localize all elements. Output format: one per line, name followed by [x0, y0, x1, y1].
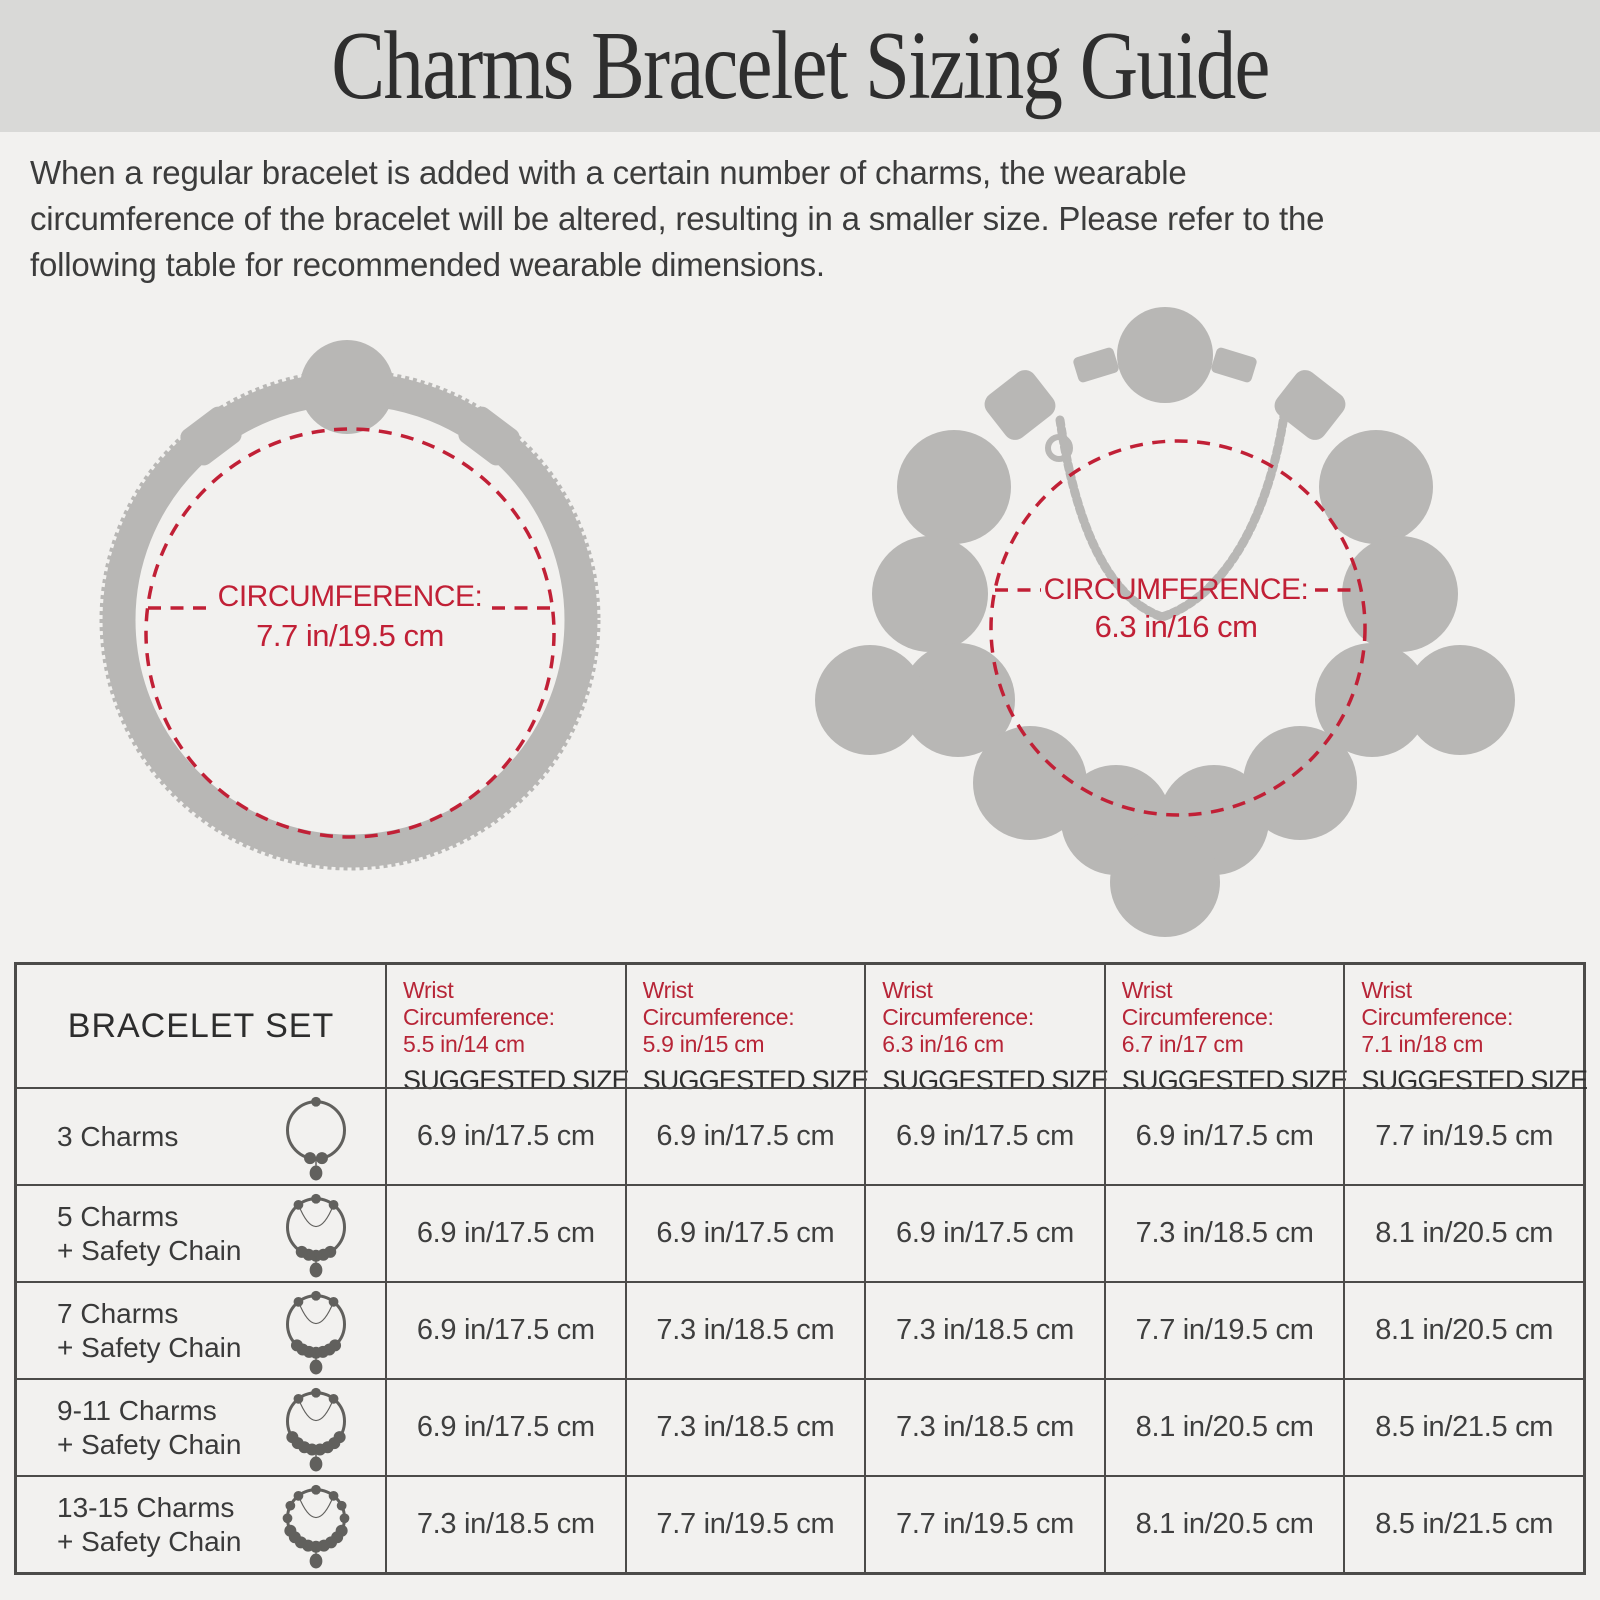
size-cell: 7.3 in/18.5 cm: [864, 1281, 1104, 1378]
bracelet-13-15-charms-safety-chain-icon: [277, 1479, 355, 1571]
size-cell: 7.3 in/18.5 cm: [864, 1378, 1104, 1475]
size-cell: 8.1 in/20.5 cm: [1104, 1378, 1344, 1475]
size-cell: 7.3 in/18.5 cm: [1104, 1184, 1344, 1281]
clasp-ball: [1117, 307, 1213, 403]
table-row-label: [17, 1378, 385, 1475]
dangle-charm-bottom: [1110, 827, 1220, 937]
size-cell: 8.1 in/20.5 cm: [1104, 1475, 1344, 1572]
size-cell: 6.9 in/17.5 cm: [385, 1281, 625, 1378]
size-cell: 8.1 in/20.5 cm: [1343, 1184, 1583, 1281]
intro-paragraph: [30, 150, 1575, 288]
row-label-line1: 5 Charms: [57, 1200, 179, 1232]
intro-line-3: following table for recommended wearable dimensions.: [30, 246, 825, 283]
row-label-line1: 3 Charms: [57, 1120, 179, 1152]
size-cell: 8.5 in/21.5 cm: [1343, 1475, 1583, 1572]
wrist-circumference-value: 5.5 in/14 cm: [403, 1031, 525, 1057]
intro-line-2: circumference of the bracelet will be altered, resulting in a smaller size. Please refer to the: [30, 200, 1325, 237]
size-cell: 7.7 in/19.5 cm: [864, 1475, 1104, 1572]
circumference-label: CIRCUMFERENCE:: [1043, 573, 1309, 606]
dangle-charm-right: [1405, 645, 1515, 755]
size-cell: 6.9 in/17.5 cm: [385, 1087, 625, 1184]
wrist-circumference-label: Wrist Circumference:: [1121, 977, 1274, 1030]
size-cell: 7.7 in/19.5 cm: [1104, 1281, 1344, 1378]
size-cell: 7.3 in/18.5 cm: [625, 1378, 865, 1475]
size-cell: 7.7 in/19.5 cm: [625, 1475, 865, 1572]
suggested-size-label: SUGGESTED SIZE: [642, 1065, 869, 1095]
size-cell: 7.3 in/18.5 cm: [385, 1475, 625, 1572]
suggested-size-label: SUGGESTED SIZE: [1361, 1065, 1588, 1095]
suggested-size-label: SUGGESTED SIZE: [1121, 1065, 1348, 1095]
charm-bracelet-diagram: [800, 290, 1540, 940]
wrist-circumference-value: 6.7 in/17 cm: [1121, 1031, 1244, 1057]
size-cell: 6.9 in/17.5 cm: [864, 1087, 1104, 1184]
circumference-annotation: [146, 429, 554, 837]
wrist-circumference-value: 6.3 in/16 cm: [882, 1031, 1004, 1057]
dangle-charm-left: [815, 645, 925, 755]
bracelet-9-11-charms-safety-chain-icon: [277, 1382, 355, 1474]
row-label-line2: + Safety Chain: [57, 1234, 242, 1266]
size-cell: 7.7 in/19.5 cm: [1343, 1087, 1583, 1184]
row-label-line1: 13-15 Charms: [57, 1491, 235, 1523]
page-title: Charms Bracelet Sizing Guide: [331, 11, 1269, 120]
bracelet-3-charms-icon: [277, 1091, 355, 1183]
wrist-column-header-2: [625, 965, 869, 1095]
row-label-line1: 9-11 Charms: [57, 1394, 217, 1426]
row-label-line2: + Safety Chain: [57, 1331, 242, 1363]
size-cell: 8.1 in/20.5 cm: [1343, 1281, 1583, 1378]
row-label-line2: + Safety Chain: [57, 1428, 242, 1460]
clasp-ball: [300, 340, 394, 434]
wrist-circumference-value: 5.9 in/15 cm: [642, 1031, 765, 1057]
wrist-column-header-5: [1343, 965, 1588, 1095]
size-cell: 6.9 in/17.5 cm: [625, 1184, 865, 1281]
circumference-label: CIRCUMFERENCE:: [217, 580, 483, 613]
size-cell: 6.9 in/17.5 cm: [385, 1184, 625, 1281]
bracelet-set-header: BRACELET SET: [67, 1006, 335, 1045]
size-cell: 7.3 in/18.5 cm: [625, 1281, 865, 1378]
table-row-label: [17, 1475, 385, 1572]
bracelet-5-charms-safety-chain-icon: [277, 1188, 355, 1280]
row-label-line2: + Safety Chain: [57, 1525, 242, 1557]
wrist-circumference-label: Wrist Circumference:: [403, 977, 555, 1030]
intro-line-1: When a regular bracelet is added with a certain number of charms, the wearable: [30, 154, 1187, 191]
wrist-circumference-label: Wrist Circumference:: [882, 977, 1034, 1030]
wrist-column-header-4: [1104, 965, 1348, 1095]
suggested-size-label: SUGGESTED SIZE: [882, 1065, 1109, 1095]
wrist-circumference-label: Wrist Circumference:: [1361, 977, 1514, 1030]
size-cell: 6.9 in/17.5 cm: [1104, 1087, 1344, 1184]
row-label-line1: 7 Charms: [57, 1297, 179, 1329]
wrist-circumference-label: Wrist Circumference:: [642, 977, 795, 1030]
suggested-size-label: SUGGESTED SIZE: [403, 1065, 629, 1095]
title-band: [0, 0, 1600, 132]
wrist-circumference-value: 7.1 in/18 cm: [1361, 1031, 1484, 1057]
table-row-label: [17, 1281, 385, 1378]
wrist-column-header-3: [864, 965, 1109, 1095]
size-cell: 6.9 in/17.5 cm: [864, 1184, 1104, 1281]
table-row-label: [17, 1184, 385, 1281]
bracelet-7-charms-safety-chain-icon: [277, 1285, 355, 1377]
sizing-table: [14, 962, 1586, 1575]
size-cell: 8.5 in/21.5 cm: [1343, 1378, 1583, 1475]
circumference-value: 6.3 in/16 cm: [1094, 609, 1258, 644]
size-cell: 6.9 in/17.5 cm: [385, 1378, 625, 1475]
table-row-label: [17, 1087, 385, 1184]
wrist-column-header-1: [385, 965, 629, 1095]
plain-bracelet-diagram: [60, 310, 680, 890]
size-cell: 6.9 in/17.5 cm: [625, 1087, 865, 1184]
circumference-value: 7.7 in/19.5 cm: [256, 618, 444, 653]
